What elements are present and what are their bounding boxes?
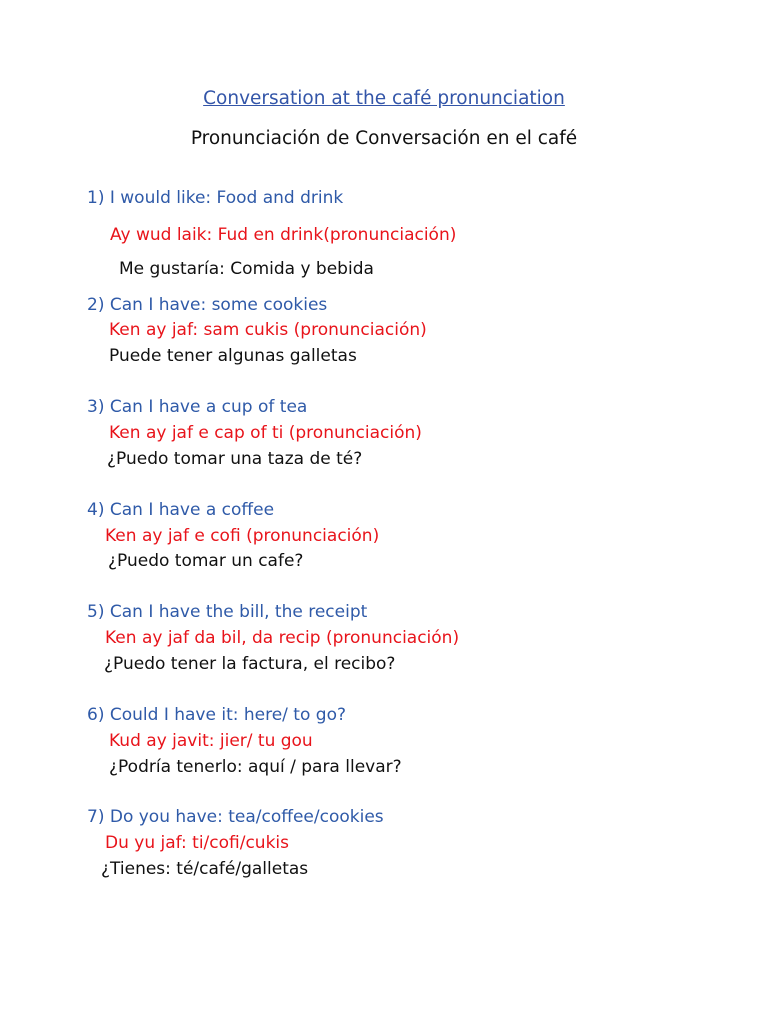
pronunciation-phrase: Kud ay javit: jier/ tu gou [109, 731, 313, 751]
english-phrase: 6) Could I have it: here/ to go? [87, 705, 346, 725]
pronunciation-phrase: Ken ay jaf e cap of ti (pronunciación) [109, 423, 422, 443]
pronunciation-phrase: Ay wud laik: Fud en drink(pronunciación) [110, 225, 457, 245]
spanish-phrase: ¿Puedo tomar una taza de té? [107, 449, 363, 469]
pronunciation-phrase: Ken ay jaf: sam cukis (pronunciación) [109, 320, 427, 340]
spanish-phrase: Me gustaría: Comida y bebida [119, 259, 374, 279]
english-phrase: 3) Can I have a cup of tea [87, 397, 308, 417]
spanish-phrase: ¿Podría tenerlo: aquí / para llevar? [109, 757, 402, 777]
english-phrase: 7) Do you have: tea/coffee/cookies [87, 807, 384, 827]
document-subtitle: Pronunciación de Conversación en el café [190, 128, 578, 149]
spanish-phrase: ¿Puedo tener la factura, el recibo? [104, 654, 396, 674]
english-phrase: 4) Can I have a coffee [87, 500, 275, 520]
spanish-phrase: ¿Puedo tomar un cafe? [108, 551, 304, 571]
spanish-phrase: ¿Tienes: té/café/galletas [101, 859, 309, 879]
english-phrase: 5) Can I have the bill, the receipt [87, 602, 368, 622]
pronunciation-phrase: Ken ay jaf da bil, da recip (pronunciación) [105, 628, 460, 648]
english-phrase: 1) I would like: Food and drink [87, 188, 344, 208]
english-phrase: 2) Can I have: some cookies [87, 295, 328, 315]
pronunciation-phrase: Du yu jaf: ti/cofi/cukis [105, 833, 290, 853]
pronunciation-phrase: Ken ay jaf e cofi (pronunciación) [105, 526, 380, 546]
document-title: Conversation at the café pronunciation [203, 88, 565, 109]
spanish-phrase: Puede tener algunas galletas [109, 346, 357, 366]
